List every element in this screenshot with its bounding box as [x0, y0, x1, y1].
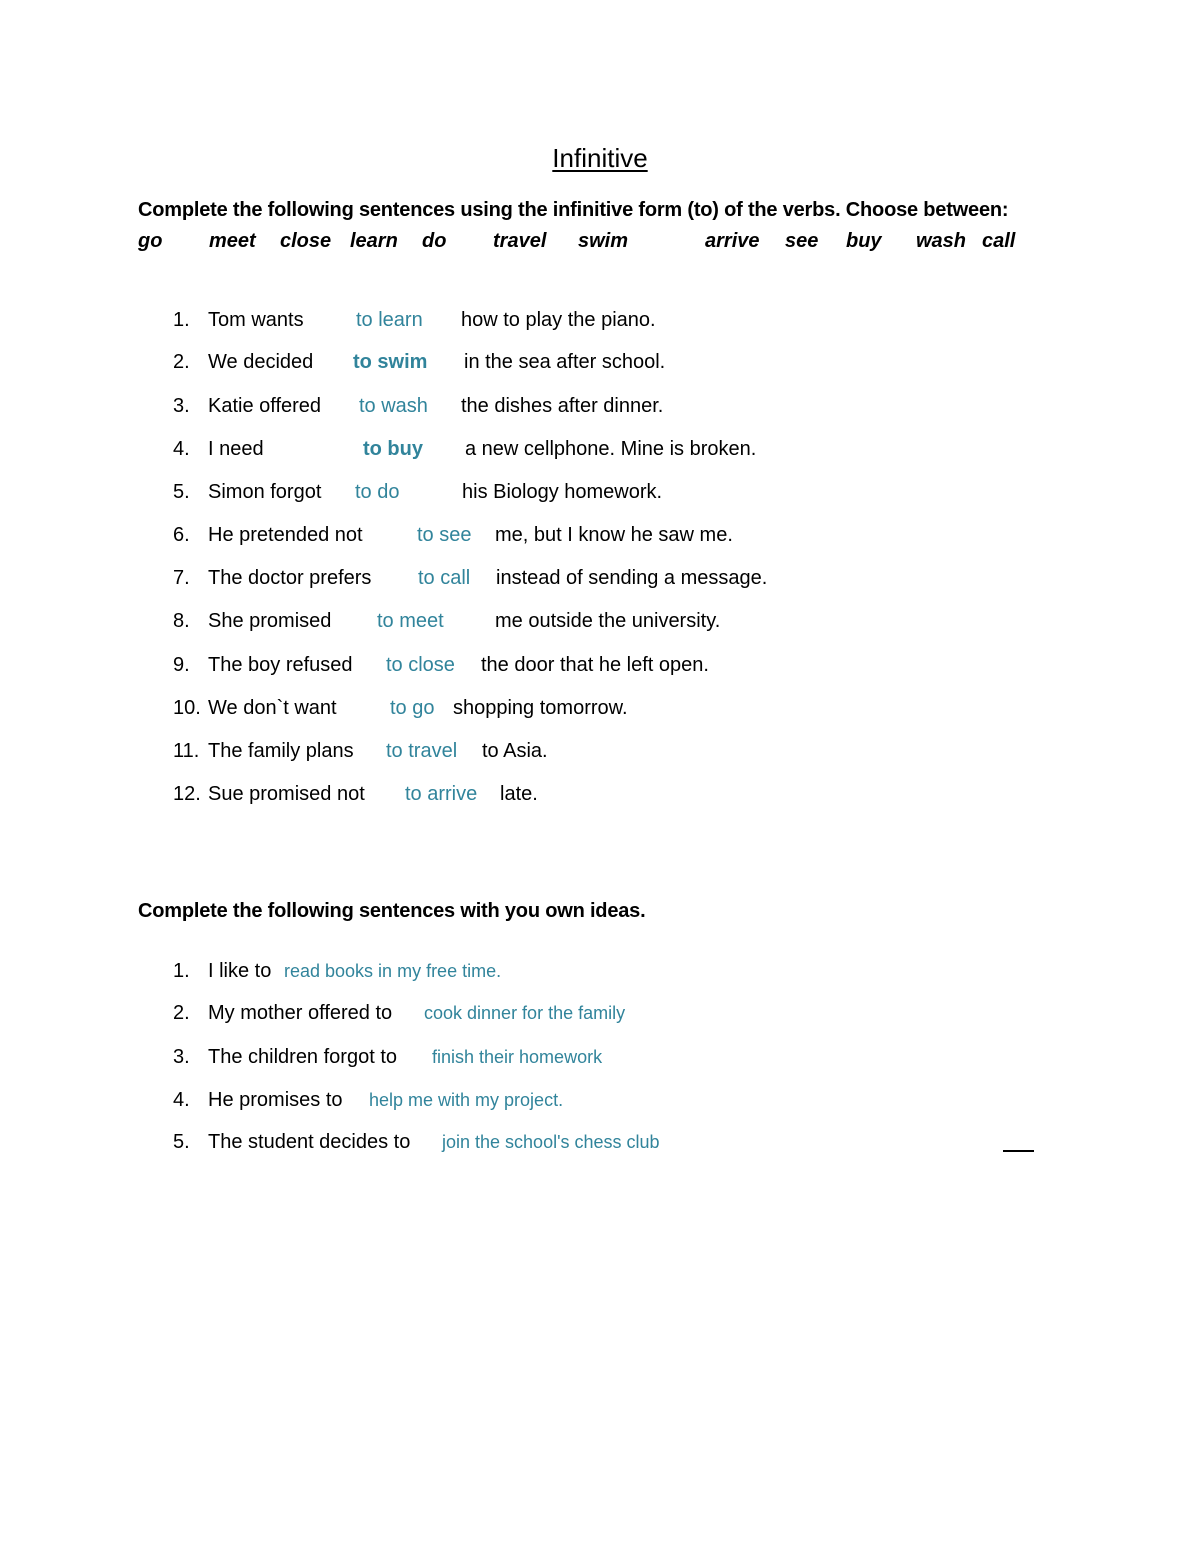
item-number: 6.	[173, 524, 190, 546]
item-number: 3.	[173, 395, 190, 417]
section1-instruction: Complete the following sentences using the infinitive form (to) of the verbs. Choose between:	[138, 199, 1009, 221]
item-answer: to swim	[353, 351, 428, 373]
item-rest: a new cellphone. Mine is broken.	[465, 438, 757, 460]
item-stem: She promised	[208, 610, 332, 632]
item-stem: He promises to	[208, 1089, 343, 1111]
item-stem: We decided	[208, 351, 314, 373]
section2-instruction: Complete the following sentences with you own ideas.	[138, 900, 646, 922]
item-answer: to travel	[386, 740, 458, 762]
verb-option: wash	[916, 230, 967, 252]
item-rest: the door that he left open.	[481, 654, 709, 676]
item-rest: instead of sending a message.	[496, 567, 768, 589]
verb-option: do	[422, 230, 447, 252]
item-rest: me outside the university.	[495, 610, 721, 632]
item-answer: cook dinner for the family	[424, 1003, 626, 1023]
verb-option: swim	[578, 230, 629, 252]
page-title: Infinitive	[552, 143, 648, 173]
item-answer: join the school's chess club	[442, 1132, 660, 1152]
item-stem: Simon forgot	[208, 481, 322, 503]
item-number: 5.	[173, 1131, 190, 1153]
item-answer: to arrive	[405, 783, 478, 805]
item-stem: I like to	[208, 960, 272, 982]
item-stem: Tom wants	[208, 309, 304, 331]
divider-mark	[1003, 1150, 1034, 1152]
verb-option: arrive	[705, 230, 760, 252]
item-answer: to close	[386, 654, 455, 676]
item-answer: to meet	[377, 610, 444, 632]
item-answer: finish their homework	[432, 1047, 603, 1067]
item-number: 8.	[173, 610, 190, 632]
item-answer: to wash	[359, 395, 428, 417]
item-stem: Katie offered	[208, 395, 322, 417]
item-stem: The boy refused	[208, 654, 353, 676]
item-stem: The student decides to	[208, 1131, 411, 1153]
verb-option: see	[785, 230, 819, 252]
item-rest: to Asia.	[482, 740, 548, 762]
item-answer: to do	[355, 481, 400, 503]
item-number: 4.	[173, 1089, 190, 1111]
item-stem: The children forgot to	[208, 1046, 397, 1068]
verb-option: buy	[846, 230, 882, 252]
item-rest: late.	[500, 783, 538, 805]
item-answer: to learn	[356, 309, 423, 331]
verb-option: meet	[209, 230, 256, 252]
verb-option: call	[982, 230, 1016, 252]
item-number: 7.	[173, 567, 190, 589]
item-rest: shopping tomorrow.	[453, 697, 628, 719]
item-rest: me, but I know he saw me.	[495, 524, 733, 546]
item-answer: read books in my free time.	[284, 961, 502, 981]
item-number: 1.	[173, 960, 190, 982]
item-number: 11.	[173, 740, 200, 762]
item-rest: his Biology homework.	[462, 481, 663, 503]
item-answer: to buy	[363, 438, 423, 460]
item-number: 1.	[173, 309, 190, 331]
item-answer: help me with my project.	[369, 1090, 564, 1110]
item-answer: to see	[417, 524, 472, 546]
item-stem: I need	[208, 438, 264, 460]
item-stem: My mother offered to	[208, 1002, 393, 1024]
item-rest: how to play the piano.	[461, 309, 656, 331]
item-number: 10.	[173, 697, 201, 719]
verb-option: travel	[493, 230, 547, 252]
item-stem: Sue promised not	[208, 783, 365, 805]
verb-option: go	[138, 230, 163, 252]
verb-option: learn	[350, 230, 398, 252]
item-number: 3.	[173, 1046, 190, 1068]
item-number: 2.	[173, 351, 190, 373]
item-stem: The family plans	[208, 740, 354, 762]
item-answer: to call	[418, 567, 471, 589]
item-number: 12.	[173, 783, 201, 805]
item-rest: in the sea after school.	[464, 351, 666, 373]
item-rest: the dishes after dinner.	[461, 395, 664, 417]
item-number: 5.	[173, 481, 190, 503]
item-number: 2.	[173, 1002, 190, 1024]
item-number: 4.	[173, 438, 190, 460]
item-number: 9.	[173, 654, 190, 676]
item-answer: to go	[390, 697, 435, 719]
item-stem: He pretended not	[208, 524, 363, 546]
item-stem: We don`t want	[208, 697, 337, 719]
verb-option: close	[280, 230, 332, 252]
item-stem: The doctor prefers	[208, 567, 372, 589]
